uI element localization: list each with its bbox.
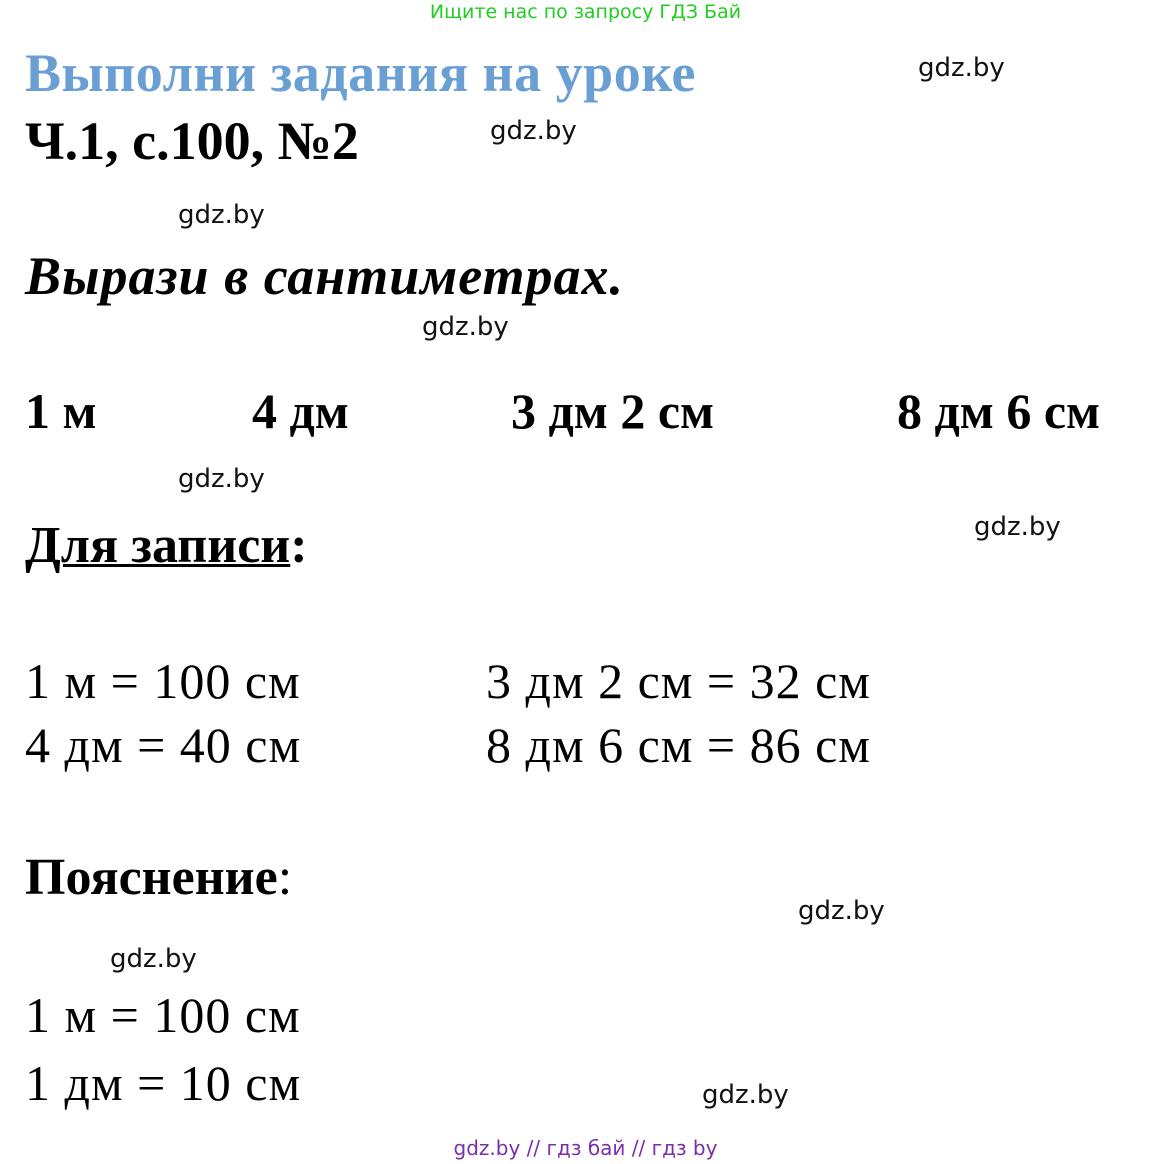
watermark: gdz.by <box>110 944 197 974</box>
given-value: 8 дм 6 см <box>897 383 1101 439</box>
explanation-heading <box>25 848 292 907</box>
given-value: 1 м <box>25 383 97 439</box>
answer-line: 4 дм = 40 см <box>25 717 302 773</box>
watermark: gdz.by <box>422 312 509 342</box>
watermark: gdz.by <box>974 512 1061 542</box>
records-heading <box>25 516 308 575</box>
given-value: 4 дм <box>252 383 349 439</box>
answer-line: 3 дм 2 см = 32 см <box>486 653 871 709</box>
watermark: gdz.by <box>798 896 885 926</box>
watermark: gdz.by <box>918 53 1005 83</box>
explanation-line: 1 дм = 10 см <box>25 1055 302 1111</box>
explanation-heading-colon: : <box>277 849 293 906</box>
footer-links: gdz.by // гдз бай // гдз by <box>453 1136 718 1160</box>
records-heading-colon: : <box>290 517 308 574</box>
watermark: gdz.by <box>490 116 577 146</box>
given-value: 3 дм 2 см <box>511 383 715 439</box>
watermark: gdz.by <box>178 464 265 494</box>
top-note: Ищите нас по запросу ГДЗ Бай <box>429 1 742 23</box>
task-reference: Ч.1, с.100, №2 <box>25 111 359 171</box>
task-instruction: Вырази в сантиметрах. <box>25 246 625 306</box>
explanation-heading-label: Пояснение <box>25 849 278 906</box>
watermark: gdz.by <box>702 1080 789 1110</box>
answer-line: 8 дм 6 см = 86 см <box>486 717 871 773</box>
watermark: gdz.by <box>178 200 265 230</box>
answer-line: 1 м = 100 см <box>25 653 301 709</box>
explanation-line: 1 м = 100 см <box>25 987 301 1043</box>
records-heading-label: Для записи <box>25 517 291 574</box>
page-heading: Выполни задания на уроке <box>25 43 696 103</box>
